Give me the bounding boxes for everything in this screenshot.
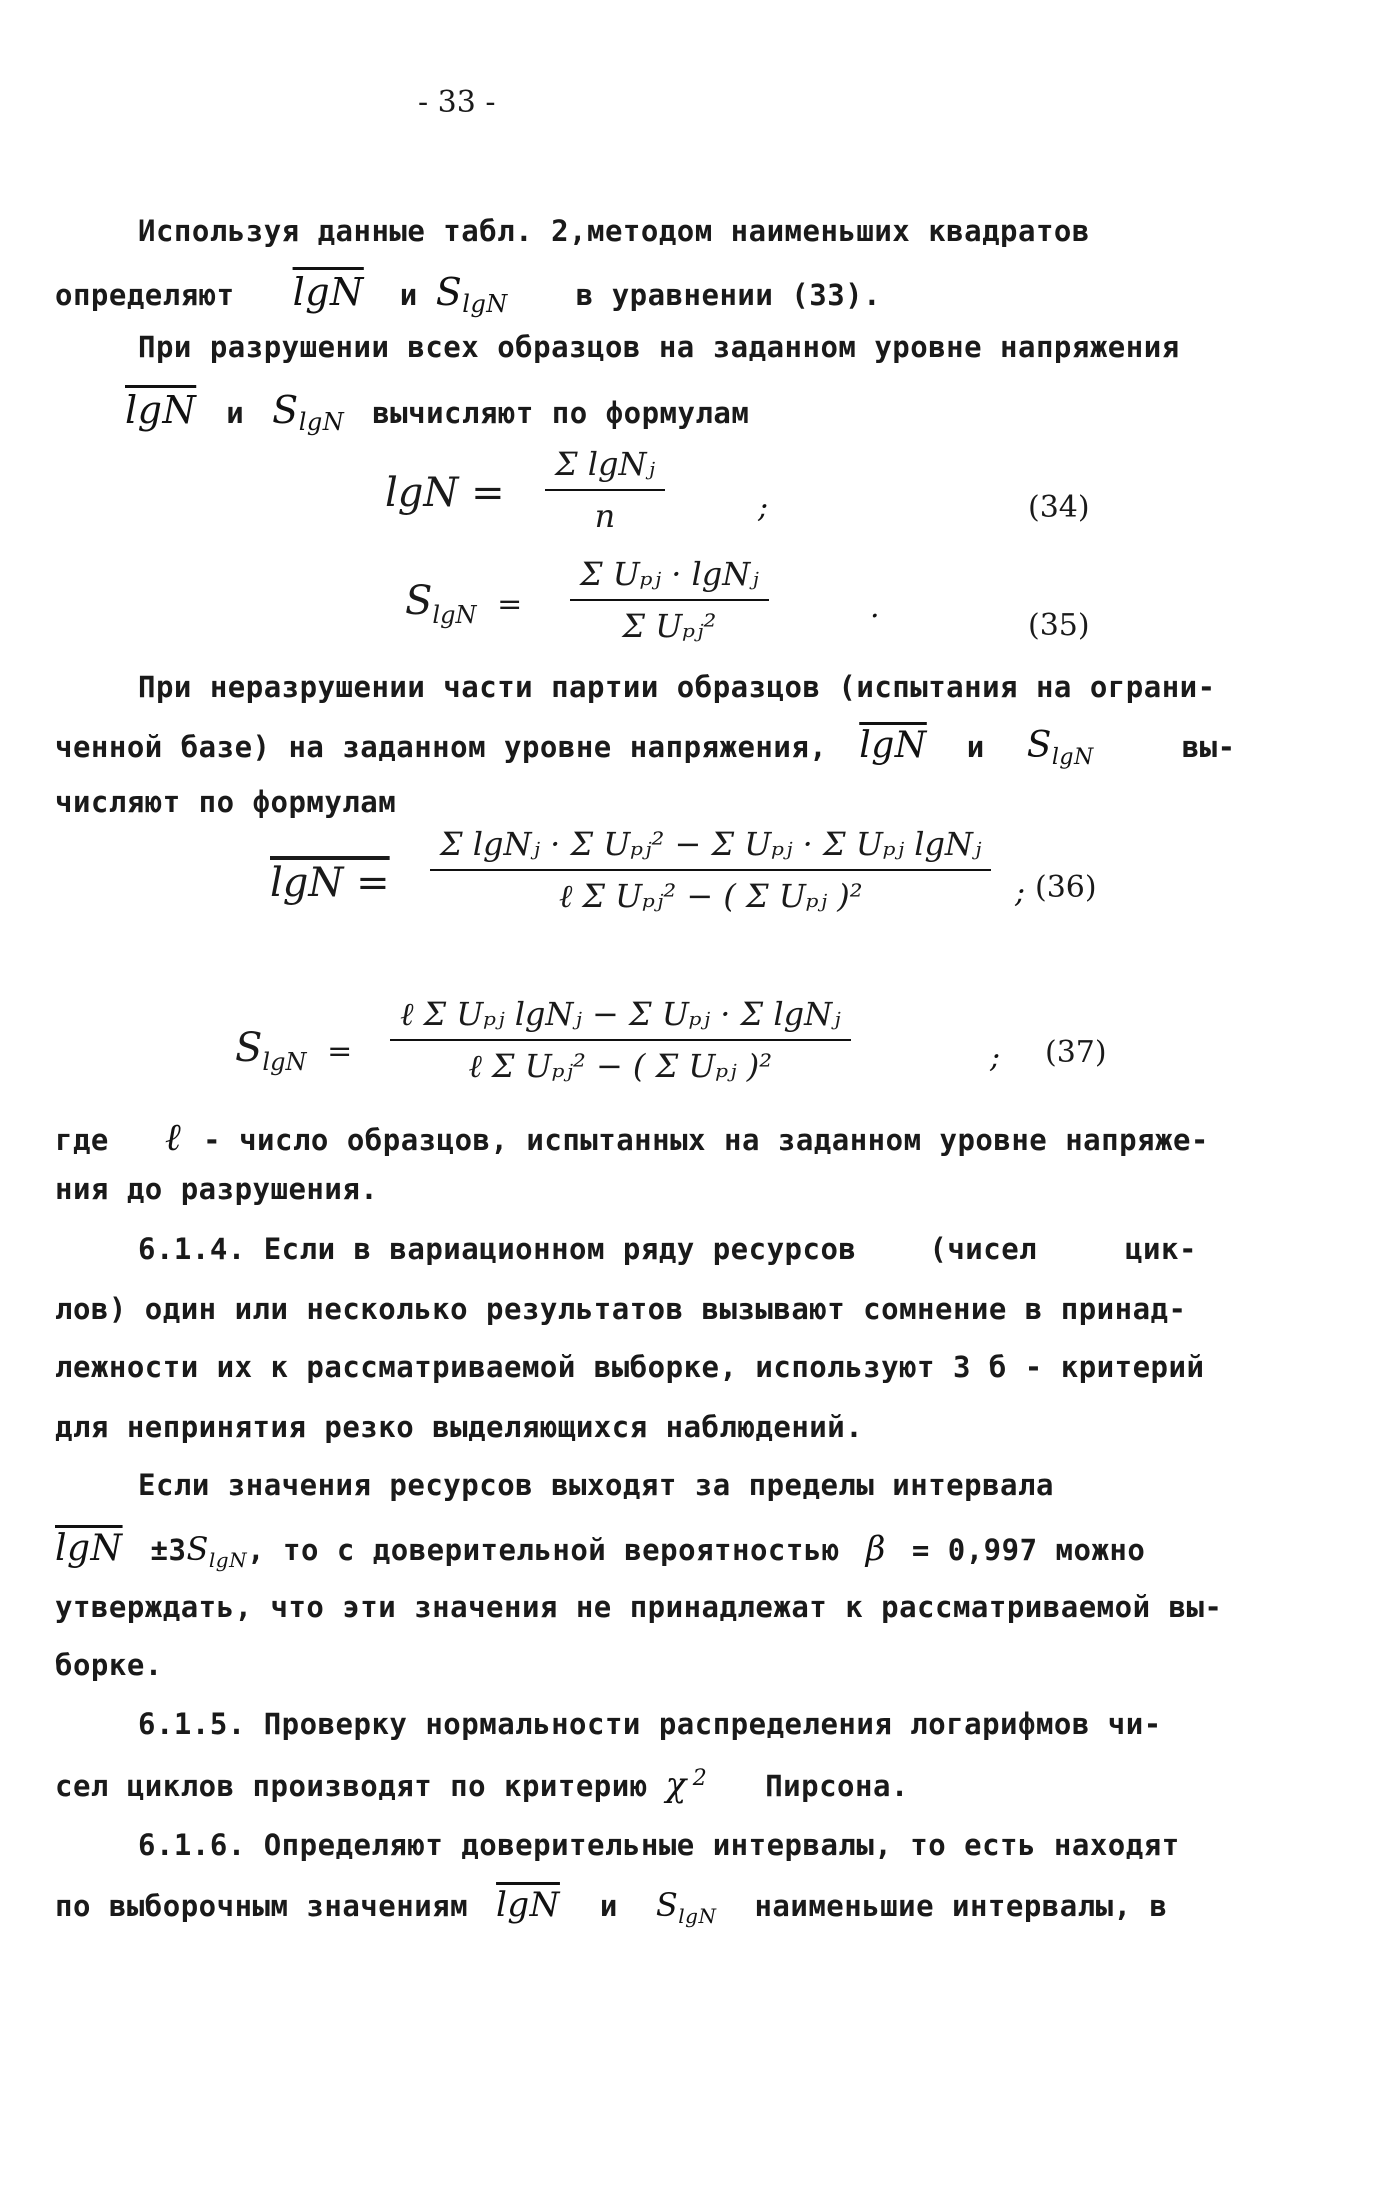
- text-fragment: ченной базе) на заданном уровне напряжения,: [55, 730, 828, 764]
- text-line-20: 6.1.6. Определяют доверительные интервалы, то есть находят: [138, 1828, 1180, 1862]
- eq35-lhs-subscript: lgN: [432, 601, 477, 629]
- fraction-bar: [430, 869, 991, 871]
- eq36-fraction: [430, 825, 991, 915]
- text-fragment: по выборочным значениям: [55, 1889, 469, 1923]
- eq34-label: (34): [1028, 490, 1090, 525]
- text-fragment: цик-: [1125, 1232, 1197, 1266]
- eq35-fraction: [570, 555, 769, 645]
- eq37-tail: ;: [990, 1040, 1001, 1075]
- text-line-9: ния до разрушения.: [55, 1172, 379, 1206]
- text-line-12: лежности их к рассматриваемой выборке, используют 3 б - критерий: [55, 1350, 1205, 1384]
- symbol-S: S: [272, 388, 299, 432]
- symbol-lgN: $\overline{lgN}$: [55, 1528, 123, 1569]
- symbol-superscript: 2: [692, 1766, 708, 1792]
- text-line-19: [55, 1765, 909, 1805]
- eq34-fraction: [545, 445, 665, 535]
- eq36-denominator: ℓ Σ Uₚⱼ² − ( Σ Uₚⱼ )²: [558, 877, 863, 915]
- symbol-S: S: [1026, 725, 1052, 766]
- fraction-bar: [545, 489, 665, 491]
- text-line-18: 6.1.5. Проверку нормальности распределения логарифмов чи-: [138, 1707, 1162, 1741]
- page-number: - 33 -: [418, 85, 496, 120]
- text-line-6: [55, 725, 1236, 770]
- eq34-lhs: lgN =: [385, 470, 505, 516]
- eq37-lhs: [235, 1025, 352, 1076]
- text-line-8: [55, 1115, 1209, 1160]
- symbol-lgN: $\overline{lgN}$: [859, 725, 927, 766]
- text-fragment: и: [599, 1889, 618, 1923]
- eq35-denominator: Σ Uₚⱼ²: [622, 607, 717, 645]
- text-fragment: 6.1.4. Если в вариационном ряду ресурсов: [138, 1232, 857, 1266]
- eq34-numerator: Σ lgNⱼ: [555, 445, 655, 483]
- text-line-14: Если значения ресурсов выходят за пределы интервала: [138, 1468, 1054, 1502]
- text-line-11: лов) один или несколько результатов вызывают сомнение в принад-: [55, 1292, 1187, 1326]
- text-line-4: [125, 388, 749, 436]
- text-line-5: При неразрушении части партии образцов (испытания на ограни-: [138, 670, 1216, 704]
- eq35-tail: .: [870, 590, 880, 625]
- text-line-10: [138, 1232, 1197, 1266]
- fraction-bar: [570, 599, 769, 601]
- symbol-S: S: [435, 270, 463, 314]
- text-line-13: для непринятия резко выделяющихся наблюдений.: [55, 1410, 864, 1444]
- eq37-lhs-symbol: S: [235, 1025, 263, 1071]
- eq37-label: (37): [1045, 1035, 1107, 1070]
- eq36-numerator: Σ lgNⱼ · Σ Uₚⱼ² − Σ Uₚⱼ · Σ Uₚⱼ lgNⱼ: [440, 825, 982, 863]
- text-line-7: числяют по формулам: [55, 785, 397, 819]
- eq37-fraction: [390, 995, 851, 1085]
- symbol-ell: ℓ: [164, 1115, 182, 1159]
- text-fragment: сел циклов производят по критерию: [55, 1769, 648, 1803]
- eq35-lhs-equals: =: [497, 587, 523, 622]
- text-line-17: борке.: [55, 1648, 163, 1682]
- fraction-bar: [390, 1039, 851, 1041]
- eq35-lhs: [405, 578, 522, 629]
- symbol-subscript: lgN: [208, 1547, 248, 1572]
- text-fragment: наименьшие интервалы, в: [754, 1889, 1168, 1923]
- eq36-tail: ;: [1015, 875, 1026, 910]
- symbol-S: S: [655, 1886, 679, 1924]
- symbol-lgN: $\overline{lgN}$: [125, 388, 197, 432]
- symbol-subscript: lgN: [298, 407, 345, 436]
- eq34-denominator: n: [594, 497, 616, 535]
- text-line-21: [55, 1885, 1168, 1928]
- eq36-label: (36): [1035, 870, 1097, 905]
- text-fragment: ±3: [150, 1533, 187, 1567]
- text-fragment: (чисел: [929, 1232, 1038, 1266]
- symbol-lgN: $\overline{lgN}$: [496, 1885, 560, 1925]
- symbol-S: S: [186, 1530, 209, 1568]
- eq37-denominator: ℓ Σ Uₚⱼ² − ( Σ Uₚⱼ )²: [468, 1047, 773, 1085]
- text-fragment: = 0,997 можно: [911, 1533, 1146, 1567]
- eq37-lhs-subscript: lgN: [262, 1048, 307, 1076]
- text-fragment: - число образцов, испытанных на заданном уровне напряже-: [203, 1123, 1209, 1157]
- text-fragment: вы-: [1181, 730, 1236, 764]
- text-fragment: и: [966, 730, 985, 764]
- text-fragment: где: [55, 1123, 109, 1157]
- text-line-15: [55, 1528, 1145, 1572]
- eq34-tail: ;: [758, 490, 769, 525]
- symbol-lgN: $\overline{lgN}$: [292, 270, 364, 314]
- symbol-subscript: lgN: [462, 289, 508, 318]
- eq37-lhs-equals: =: [327, 1034, 353, 1069]
- eq35-label: (35): [1028, 608, 1090, 643]
- text-fragment: Пирсона.: [765, 1769, 909, 1803]
- text-line-1: Используя данные табл. 2,методом наименьших квадратов: [138, 214, 1090, 248]
- text-line-16: утверждать, что эти значения не принадлежат к рассматриваемой вы-: [55, 1590, 1223, 1624]
- text-fragment: в уравнении (33).: [575, 278, 882, 312]
- text-fragment: вычисляют по формулам: [372, 396, 750, 430]
- text-fragment: определяют: [55, 278, 235, 312]
- eq35-numerator: Σ Uₚⱼ · lgNⱼ: [580, 555, 759, 593]
- eq35-lhs-symbol: S: [405, 578, 433, 624]
- symbol-subscript: lgN: [678, 1903, 717, 1928]
- symbol-subscript: lgN: [1051, 744, 1094, 770]
- text-fragment: и: [399, 278, 418, 312]
- symbol-chi: χ: [665, 1765, 687, 1805]
- eq37-numerator: ℓ Σ Uₚⱼ lgNⱼ − Σ Uₚⱼ · Σ lgNⱼ: [400, 995, 841, 1033]
- text-fragment: , то с доверительной вероятностью: [247, 1533, 840, 1567]
- text-fragment: и: [226, 396, 245, 430]
- eq36-lhs: lgN =: [270, 860, 390, 906]
- symbol-beta: β: [865, 1529, 886, 1569]
- text-line-3: При разрушении всех образцов на заданном уровне напряжения: [138, 330, 1180, 364]
- text-line-2: [55, 270, 881, 318]
